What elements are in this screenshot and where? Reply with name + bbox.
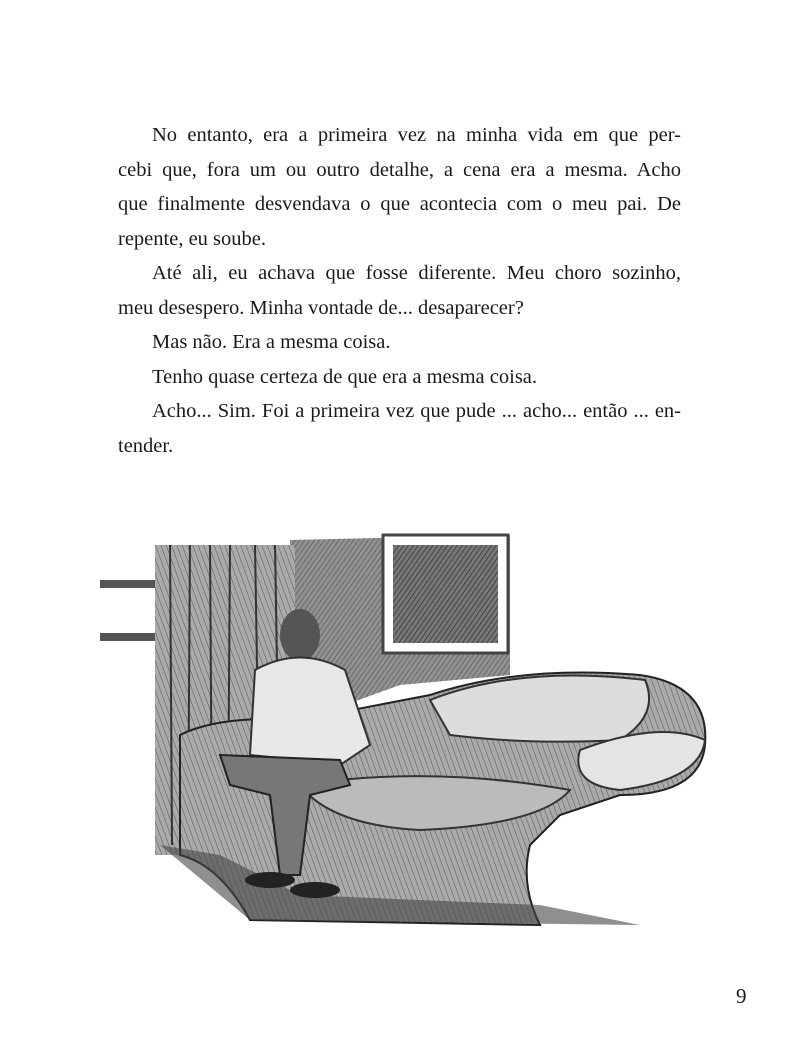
text-line: Mas não. Era a mesma coisa.	[152, 331, 391, 353]
text-line: cebi que, fora um ou outro detalhe, a cena era a mesma. Acho	[118, 158, 681, 181]
text-line: que finalmente desvendava o que acontecia com o meu pai. De	[118, 193, 681, 215]
text-line: Até ali, eu achava que fosse diferente. Meu choro sozinho,	[152, 262, 681, 284]
text-line: Tenho quase certeza de que era a mesma coisa.	[152, 365, 538, 388]
text-line: tender.	[118, 434, 174, 457]
body-text	[118, 118, 681, 463]
text-line: Acho... Sim. Foi a primeira vez que pude ... acho... então ... en-	[152, 400, 681, 422]
page-number: 9	[736, 984, 747, 1008]
illustration-man-on-sofa	[100, 525, 725, 935]
text-line: No entanto, era a primeira vez na minha vida em que per-	[152, 124, 681, 146]
text-line: repente, eu soube.	[118, 227, 266, 250]
text-line: meu desespero. Minha vontade de... desaparecer?	[118, 296, 524, 319]
